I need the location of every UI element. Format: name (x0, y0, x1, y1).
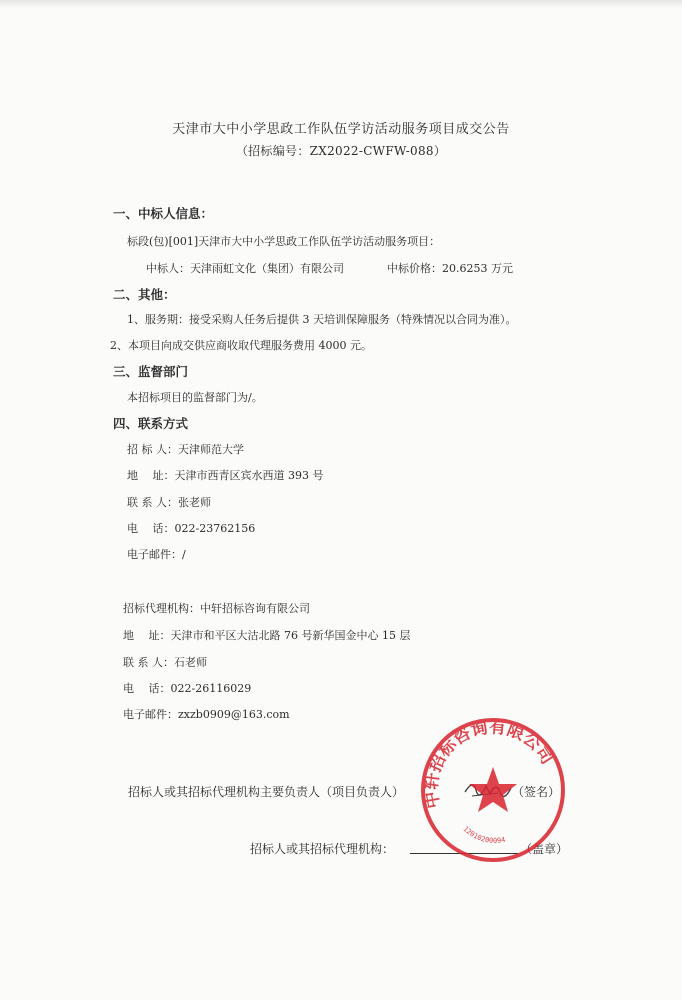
stamp-label: 招标人或其招标代理机构： (250, 842, 395, 856)
section-winner-heading: 一、中标人信息： (113, 206, 214, 221)
agency-fee: 2、本项目向成交供应商收取代理服务费用 4000 元。 (110, 339, 372, 352)
winner-name: 中标人：天津雨虹文化（集团）有限公司 (146, 262, 344, 275)
document-title: 天津市大中小学思政工作队伍学访活动服务项目成交公告 (172, 122, 510, 137)
agency-phone: 电 话：022-26116029 (123, 682, 252, 695)
winner-price: 中标价格：20.6253 万元 (387, 262, 513, 275)
tenderer-contact: 联 系 人：张老师 (127, 496, 211, 509)
agency-contact: 联 系 人：石老师 (123, 656, 207, 669)
tenderer-address: 地 址：天津市西青区宾水西道 393 号 (127, 469, 324, 482)
tenderer-email: 电子邮件：/ (127, 548, 186, 561)
section-contact-heading: 四、联系方式 (113, 416, 189, 431)
company-seal (418, 715, 568, 865)
agency-name: 招标代理机构：中轩招标咨询有限公司 (123, 602, 310, 615)
stamp-suffix: （盖章） (520, 842, 569, 856)
agency-email: 电子邮件：zxzb0909@163.com (123, 708, 290, 721)
section-other-heading: 二、其他： (113, 287, 176, 302)
tenderer-name: 招 标 人：天津师范大学 (127, 443, 244, 456)
lot-line: 标段(包)[001]天津市大中小学思政工作队伍学访活动服务项目： (127, 235, 441, 248)
service-period: 1、服务期：接受采购人任务后提供 3 天培训保障服务（特殊情况以合同为准）。 (127, 313, 517, 326)
svg-text:12010200094: 12010200094 (461, 824, 507, 845)
signature-label: 招标人或其招标代理机构主要负责人（项目负责人） (128, 785, 405, 799)
section-supervision-heading: 三、监督部门 (113, 364, 189, 379)
document-subtitle: （招标编号：ZX2022-CWFW-088） (235, 144, 447, 158)
svg-text:中轩招标咨询有限公司: 中轩招标咨询有限公司 (421, 717, 558, 810)
scan-edge (0, 0, 682, 8)
tenderer-phone: 电 话：022-23762156 (127, 522, 256, 535)
agency-address: 地 址：天津市和平区大沽北路 76 号新华国金中心 15 层 (123, 629, 411, 642)
signature-suffix: （签名） (512, 785, 561, 799)
supervision-text: 本招标项目的监督部门为/。 (127, 391, 263, 404)
